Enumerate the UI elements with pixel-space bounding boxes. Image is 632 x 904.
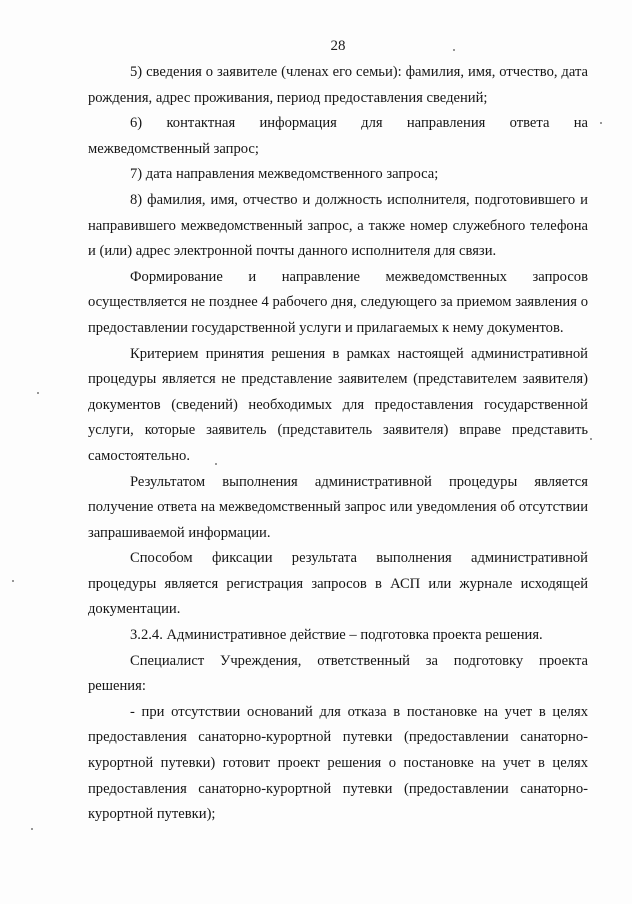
- scan-speck: [31, 828, 33, 830]
- paragraph-decision-criterion: Критерием принятия решения в рамках настоящей административной процедуры является не представление заявителем (представителем заявителя) документов (сведений) необходимых для предоставления государственной услуги, которые заявитель (представитель заявителя) вправе представить самостоятельно.: [88, 345, 588, 464]
- paragraph-specialist: Специалист Учреждения, ответственный за подготовку проекта решения:: [88, 652, 588, 695]
- paragraph-forming-requests: Формирование и направление межведомственных запросов осуществляется не позднее 4 рабочего дня, следующего за приемом заявления о предоставлении государственной услуги и прилагаемых к нему документов.: [88, 268, 588, 336]
- scan-speck: [453, 49, 455, 51]
- paragraph-item-5: 5) сведения о заявителе (членах его семьи): фамилия, имя, отчество, дата рождения, адрес проживания, период предоставления сведений;: [88, 64, 588, 106]
- scan-speck: [12, 580, 14, 582]
- paragraph-fixation-method: Способом фиксации результата выполнения административной процедуры является регистрация запросов в АСП или журнале исходящей документации.: [88, 550, 588, 618]
- scan-speck: [590, 438, 592, 440]
- scan-speck: [37, 392, 39, 394]
- paragraph-item-8: 8) фамилия, имя, отчество и должность исполнителя, подготовившего и направившего межведомственный запрос, а также номер служебного телефона и (или) адрес электронной почты данного исполнителя для связи.: [88, 191, 588, 260]
- document-body: [88, 60, 588, 828]
- paragraph-no-grounds-refusal: - при отсутствии оснований для отказа в постановке на учет в целях предоставления санаторно-курортной путевки (предоставлении санаторно-курортной путевки) готовит проект решения о постановке на учет в целях предоставления санаторно-курортной путевки (предоставлении санаторно-курортной путевки);: [88, 703, 588, 823]
- section-heading-3-2-4: 3.2.4. Административное действие – подготовка проекта решения.: [130, 627, 543, 644]
- paragraph-item-6: 6) контактная информация для направления ответа на межведомственный запрос;: [88, 115, 588, 157]
- paragraph-procedure-result: Результатом выполнения административной процедуры является получение ответа на межведомственный запрос или уведомления об отсутствии запрашиваемой информации.: [88, 473, 588, 541]
- paragraph-item-7: 7) дата направления межведомственного запроса;: [130, 166, 439, 183]
- scan-speck: [600, 122, 602, 124]
- scan-speck: [215, 463, 217, 465]
- page-number: 28: [330, 38, 346, 54]
